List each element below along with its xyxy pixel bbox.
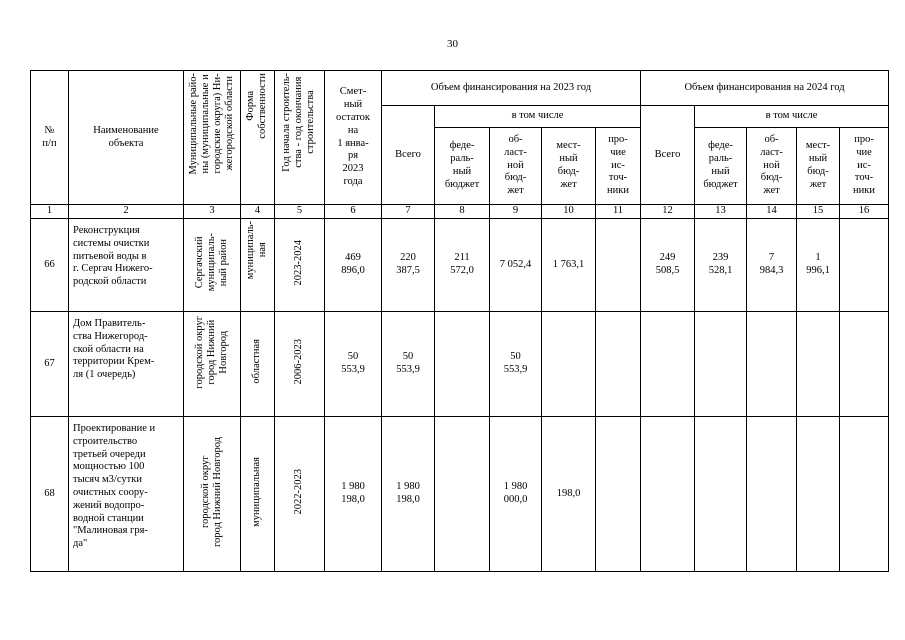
row-num: 67 xyxy=(31,312,69,417)
federal-2023-cell: 211 572,0 xyxy=(435,219,490,312)
header-regional-2024: об- ласт- ной бюд- жет xyxy=(747,128,797,205)
other-2023-cell xyxy=(596,219,641,312)
total-2024-cell: 249 508,5 xyxy=(641,219,695,312)
object-name: Реконструкция системы очистки питьевой воды в г. Сергач Нижего- родской области xyxy=(69,219,184,312)
ownership-cell: муниципальная xyxy=(241,417,275,572)
federal-2024-cell xyxy=(695,417,747,572)
table-row xyxy=(31,417,889,572)
total-2023-cell: 1 980 198,0 xyxy=(382,417,435,572)
column-number: 14 xyxy=(747,205,797,219)
table-row xyxy=(31,219,889,312)
header-regional-2023: об- ласт- ной бюд- жет xyxy=(490,128,542,205)
column-number: 11 xyxy=(596,205,641,219)
other-2023-cell xyxy=(596,312,641,417)
column-number: 16 xyxy=(840,205,889,219)
column-number: 2 xyxy=(69,205,184,219)
header-federal-2023: феде- раль- ный бюджет xyxy=(435,128,490,205)
balance-cell: 469 896,0 xyxy=(325,219,382,312)
column-number: 6 xyxy=(325,205,382,219)
header-fin-2023: Объем финансирования на 2023 год xyxy=(382,71,641,106)
federal-2023-cell xyxy=(435,417,490,572)
balance-cell: 50 553,9 xyxy=(325,312,382,417)
column-number: 4 xyxy=(241,205,275,219)
column-number: 8 xyxy=(435,205,490,219)
total-2023-cell: 220 387,5 xyxy=(382,219,435,312)
table-row xyxy=(31,312,889,417)
federal-2024-cell: 239 528,1 xyxy=(695,219,747,312)
other-2023-cell xyxy=(596,417,641,572)
financing-table xyxy=(30,70,889,572)
years-cell: 2006-2023 xyxy=(275,312,325,417)
years-cell: 2022-2023 xyxy=(275,417,325,572)
header-federal-2024: феде- раль- ный бюджет xyxy=(695,128,747,205)
local-2024-cell: 1 996,1 xyxy=(797,219,840,312)
header-balance: Смет- ный остаток на 1 янва- ря 2023 года xyxy=(325,71,382,205)
regional-2024-cell: 7 984,3 xyxy=(747,219,797,312)
regional-2023-cell: 1 980 000,0 xyxy=(490,417,542,572)
object-name: Дом Правитель- ства Нижегород- ской области на территории Крем- ля (1 очередь) xyxy=(69,312,184,417)
years-cell: 2023-2024 xyxy=(275,219,325,312)
column-number: 10 xyxy=(542,205,596,219)
header-local-2024: мест- ный бюд- жет xyxy=(797,128,840,205)
total-2023-cell: 50 553,9 xyxy=(382,312,435,417)
local-2023-cell: 198,0 xyxy=(542,417,596,572)
header-other-2024: про- чие ис- точ- ники xyxy=(840,128,889,205)
header-fin-2024: Объем финансирования на 2024 год xyxy=(641,71,889,106)
header-including-2024: в том числе xyxy=(695,106,889,128)
total-2024-cell xyxy=(641,417,695,572)
local-2023-cell xyxy=(542,312,596,417)
other-2024-cell xyxy=(840,417,889,572)
column-number: 12 xyxy=(641,205,695,219)
municipality-cell: городской округ город Нижний Новгород xyxy=(184,312,241,417)
page-number: 30 xyxy=(447,38,458,50)
local-2024-cell xyxy=(797,417,840,572)
column-number: 5 xyxy=(275,205,325,219)
column-number: 9 xyxy=(490,205,542,219)
column-number: 1 xyxy=(31,205,69,219)
regional-2023-cell: 7 052,4 xyxy=(490,219,542,312)
municipality-cell: Сергачский муниципаль- ный район xyxy=(184,219,241,312)
header-municipality: Муниципальные райо- ны (муниципальные и городские округа) Ни- жегородской области xyxy=(184,71,241,205)
federal-2024-cell xyxy=(695,312,747,417)
header-total-2024: Всего xyxy=(641,106,695,205)
header-years: Год начала строитель- ства - год окончания строительства xyxy=(275,71,325,205)
header-total-2023: Всего xyxy=(382,106,435,205)
row-num: 66 xyxy=(31,219,69,312)
column-number-row xyxy=(31,205,889,219)
column-number: 13 xyxy=(695,205,747,219)
column-number: 7 xyxy=(382,205,435,219)
regional-2024-cell xyxy=(747,312,797,417)
balance-cell: 1 980 198,0 xyxy=(325,417,382,572)
local-2024-cell xyxy=(797,312,840,417)
other-2024-cell xyxy=(840,312,889,417)
column-number: 15 xyxy=(797,205,840,219)
row-num: 68 xyxy=(31,417,69,572)
object-name: Проектирование и строительство третьей очереди мощностью 100 тысяч м3/сутки очистных соору- жений водопро- водной станции "Малиновая гря- да" xyxy=(69,417,184,572)
header-num: № п/п xyxy=(31,71,69,205)
header-local-2023: мест- ный бюд- жет xyxy=(542,128,596,205)
header-name: Наименование объекта xyxy=(69,71,184,205)
other-2024-cell xyxy=(840,219,889,312)
municipality-cell: городской округ город Нижний Новгород xyxy=(184,417,241,572)
ownership-cell: областная xyxy=(241,312,275,417)
ownership-cell: муниципаль- ная xyxy=(241,219,275,312)
local-2023-cell: 1 763,1 xyxy=(542,219,596,312)
header-including-2023: в том числе xyxy=(435,106,641,128)
column-number: 3 xyxy=(184,205,241,219)
header-other-2023: про- чие ис- точ- ники xyxy=(596,128,641,205)
regional-2023-cell: 50 553,9 xyxy=(490,312,542,417)
header-ownership: Форма собственности xyxy=(241,71,275,205)
federal-2023-cell xyxy=(435,312,490,417)
total-2024-cell xyxy=(641,312,695,417)
regional-2024-cell xyxy=(747,417,797,572)
